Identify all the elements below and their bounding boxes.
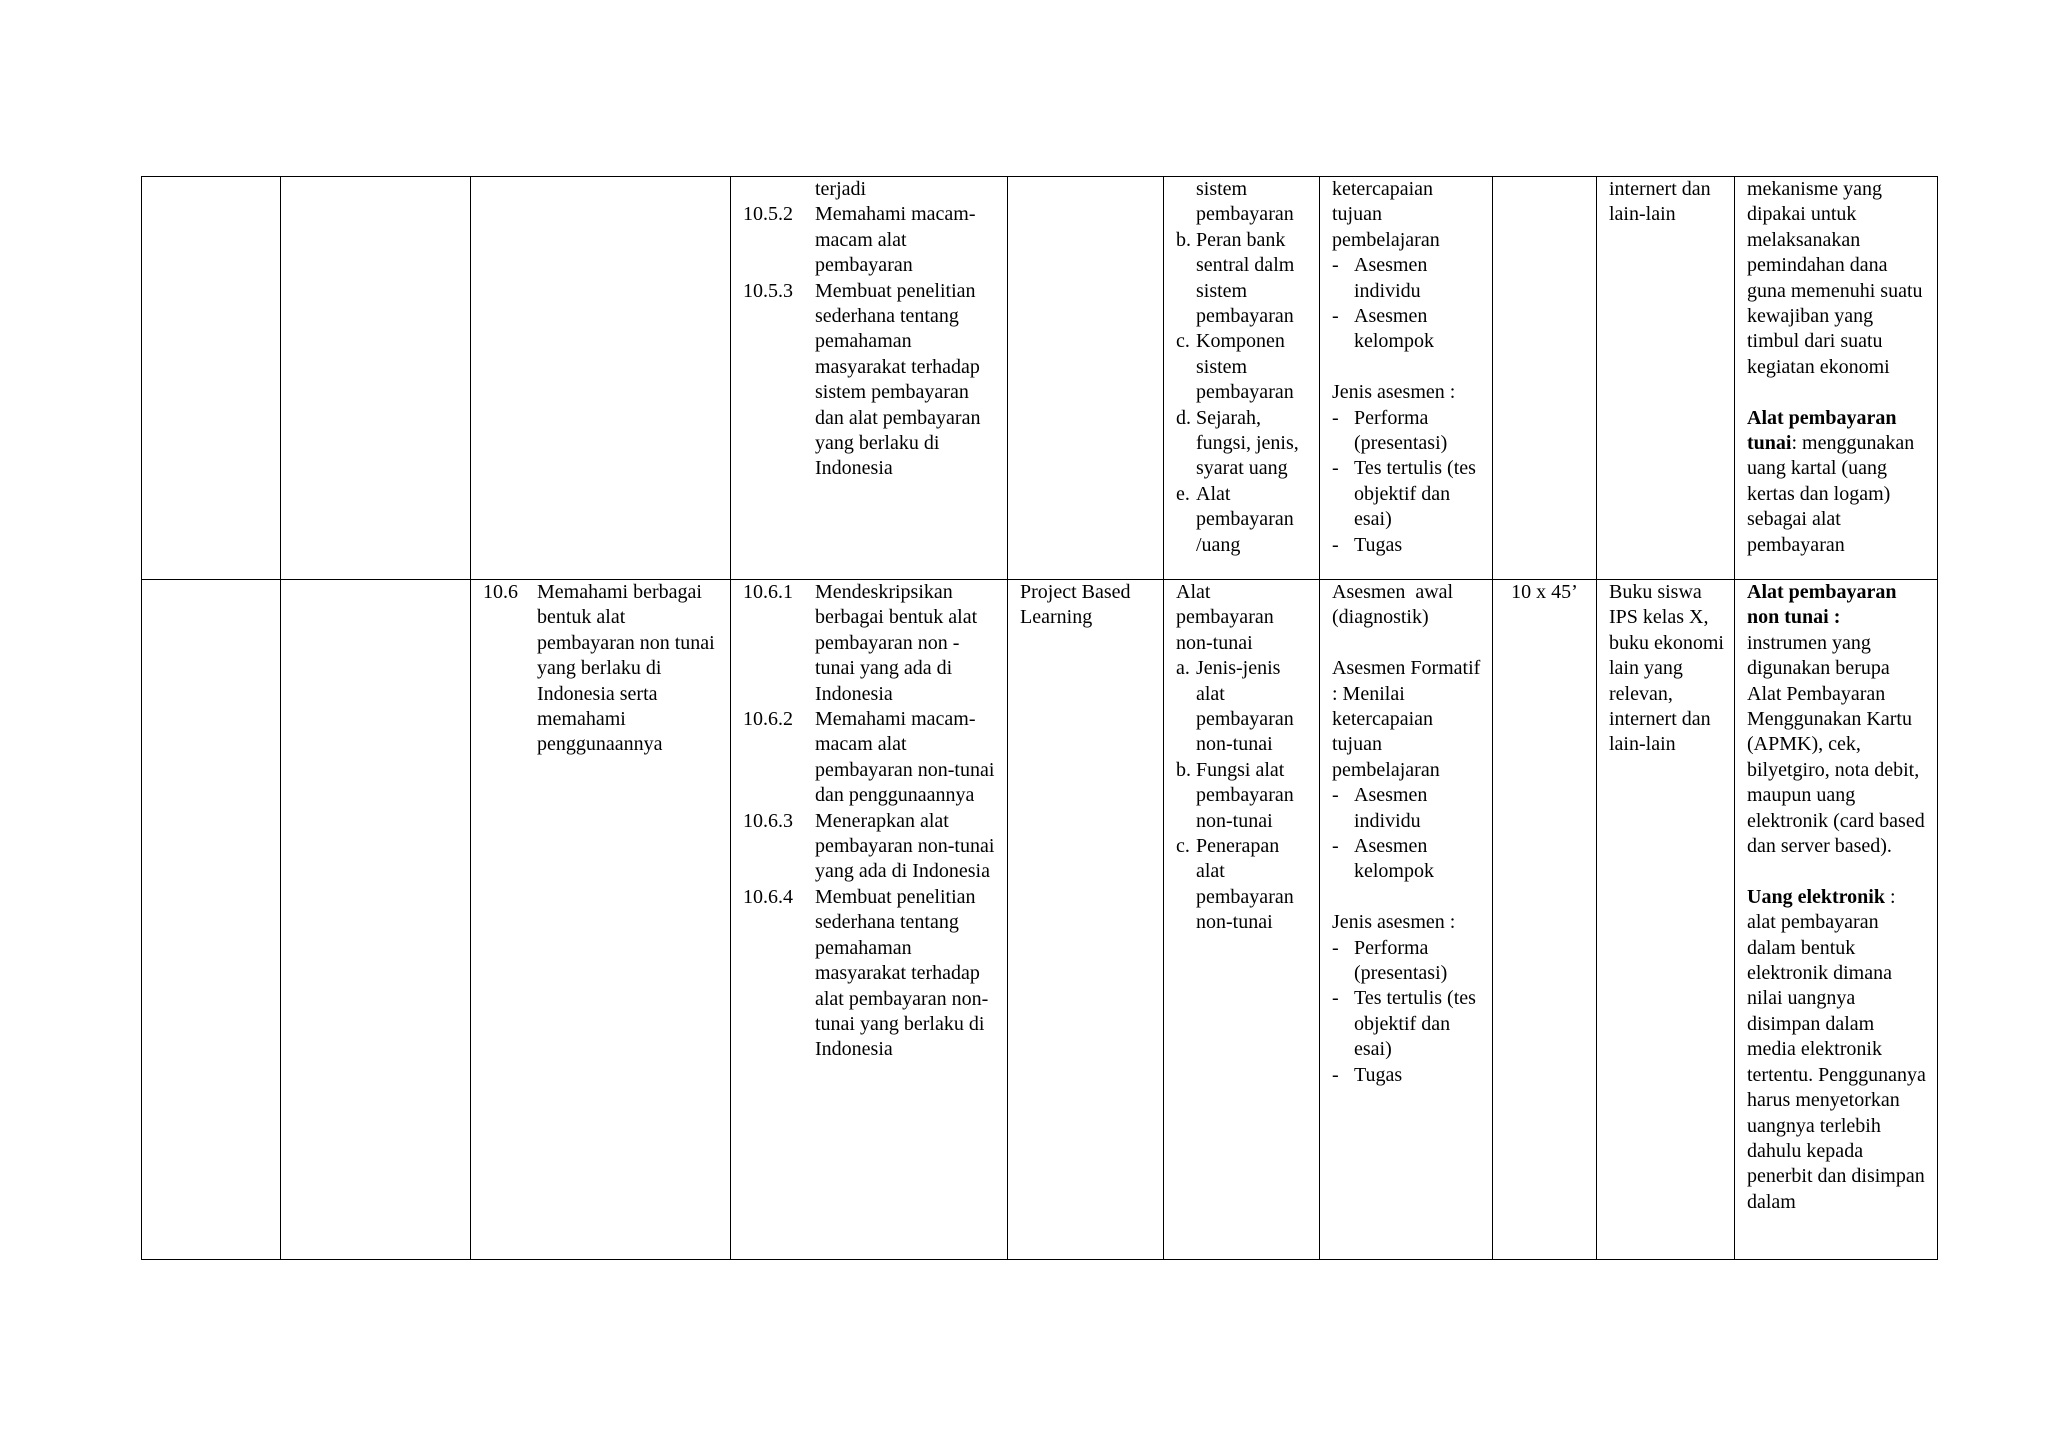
dash-marker: - [1332,936,1339,959]
dash-marker: - [1332,533,1339,556]
asesmen-text: Asesmen individu [1354,784,1428,832]
materi-text: Peran bank sentral dalm sistem pembayaran [1196,228,1295,328]
asesmen-item [1332,834,1482,885]
indikator-item [743,202,997,278]
materi-continuation: sistem pembayaran [1196,178,1294,226]
materi-letter: c. [1176,835,1190,858]
cell-glosarium [1735,580,1938,1260]
asesmen-text: Tugas [1354,533,1403,556]
asesmen-continuation: ketercapaian tujuan pembelajaran [1332,178,1440,251]
kd-number: 10.6 [483,581,518,603]
asesmen-jenis-label: Jenis asesmen : [1332,911,1456,934]
cell-model [1008,177,1164,580]
dash-marker: - [1332,835,1339,858]
asesmen-item [1332,936,1482,987]
materi-item [1176,758,1313,834]
asesmen-item [1332,783,1482,834]
dash-marker: - [1332,457,1339,480]
asesmen-awal: Asesmen awal (diagnostik) [1332,581,1459,629]
dash-marker: - [1332,987,1339,1010]
asesmen-text: Performa (presentasi) [1354,406,1448,455]
table-row [142,580,1938,1260]
glosarium-continuation: mekanisme yang dipakai untuk melaksanakan pemindahan dana guna memenuhi suatu kewajiban yang timbul dari suatu kegiatan ekonomi [1747,178,1923,378]
cell-materi [1164,580,1320,1260]
indikator-text: Mendeskripsikan berbagai bentuk alat pembayaran non -tunai yang ada di Indonesia [815,581,978,705]
materi-letter: c. [1176,330,1190,353]
dash-marker: - [1332,254,1339,277]
indikator-text: Memahami macam-macam alat pembayaran non-tunai dan penggunaannya [815,708,995,807]
cell-sumber-belajar: Buku siswa IPS kelas X, buku ekonomi lain yang relevan, internert dan lain-lain [1597,580,1735,1260]
dash-marker: - [1332,784,1339,807]
cell-alokasi-waktu: 10 x 45’ [1493,580,1597,1260]
materi-text: Jenis-jenis alat pembayaran non-tunai [1196,657,1294,756]
glosarium-term: Alat pembayaran tunai [1747,406,1897,455]
asesmen-item [1332,304,1482,355]
lesson-plan-table [141,176,1938,1260]
asesmen-item [1332,253,1482,304]
glosarium-term: Uang elektronik [1747,885,1885,908]
materi-letter: d. [1176,406,1191,429]
kd-item [483,580,720,758]
glosarium-term: Alat pembayaran non tunai : [1747,581,1897,629]
indikator-text: Membuat penelitian sederhana tentang pemahaman masyarakat terhadap sistem pembayaran dan alat pembayaran yang berlaku di Indonesia [815,279,981,480]
asesmen-text: Asesmen kelompok [1354,305,1434,353]
materi-letter: b. [1176,228,1191,251]
indikator-item [743,809,997,885]
asesmen-item [1332,406,1482,457]
materi-text: Alat pembayaran /uang [1196,482,1294,556]
asesmen-item [1332,1063,1482,1088]
materi-item [1176,656,1313,758]
glosarium-definition: : alat pembayaran dalam bentuk elektronik dimana nilai uangnya disimpan dalam media elektronik tertentu. Penggunanya harus menyetorkan uangnya terlebih dahulu kepada penerbit dan disimpan dalam [1747,885,1926,1213]
indikator-item [743,885,997,1063]
cell-asesmen [1320,177,1493,580]
materi-text: Sejarah, fungsi, jenis, syarat uang [1196,406,1299,480]
materi-letter: e. [1176,482,1190,505]
materi-letter: b. [1176,758,1191,781]
asesmen-text: Tes tertulis (tes objektif dan esai) [1354,457,1476,531]
materi-item [1176,329,1313,405]
asesmen-text: Asesmen individu [1354,254,1428,302]
materi-text: Komponen sistem pembayaran [1196,330,1294,404]
indikator-continuation: terjadi [815,178,867,200]
indikator-number: 10.6.4 [743,885,793,908]
cell-kompetensi-dasar [471,177,731,580]
kd-text: Memahami berbagai bentuk alat pembayaran non tunai yang berlaku di Indonesia serta memahami penggunaannya [537,581,715,756]
cell-empty-2 [281,177,471,580]
asesmen-item [1332,533,1482,558]
cell-indikator [731,580,1008,1260]
indikator-text: Menerapkan alat pembayaran non-tunai yang ada di Indonesia [815,809,995,883]
cell-empty-2 [281,580,471,1260]
indikator-text: Membuat penelitian sederhana tentang pemahaman masyarakat terhadap alat pembayaran non-tunai yang berlaku di Indonesia [815,885,989,1061]
materi-text: Penerapan alat pembayaran non-tunai [1196,835,1294,934]
asesmen-text: Tes tertulis (tes objektif dan esai) [1354,987,1476,1061]
materi-letter: a. [1176,657,1190,680]
cell-kompetensi-dasar [471,580,731,1260]
indikator-item [743,707,997,809]
asesmen-jenis-label: Jenis asesmen : [1332,381,1456,404]
asesmen-text: Asesmen kelompok [1354,835,1434,883]
indikator-item [743,580,997,707]
indikator-number: 10.6.3 [743,809,793,832]
table-row [142,177,1938,580]
cell-empty-1 [142,580,281,1260]
cell-sumber-belajar: internert dan lain-lain [1597,177,1735,580]
indikator-number: 10.5.3 [743,279,793,302]
indikator-item [743,279,997,482]
cell-indikator [731,177,1008,580]
glosarium-definition: : menggunakan uang kartal (uang kertas dan logam) sebagai alat pembayaran [1747,432,1915,556]
dash-marker: - [1332,1063,1339,1086]
asesmen-text: Performa (presentasi) [1354,936,1448,985]
indikator-number: 10.6.2 [743,708,793,731]
indikator-text: Memahami macam-macam alat pembayaran [815,203,976,277]
asesmen-text: Tugas [1354,1063,1403,1086]
cell-model: Project Based Learning [1008,580,1164,1260]
glosarium-definition: instrumen yang digunakan berupa Alat Pembayaran Menggunakan Kartu (APMK), cek, bilyetgiro, nota debit, maupun uang elektronik (card based dan server based). [1747,631,1925,858]
asesmen-item [1332,456,1482,532]
materi-text: Fungsi alat pembayaran non-tunai [1196,758,1294,832]
indikator-number: 10.6.1 [743,581,793,603]
glosarium-entry [1747,406,1927,558]
cell-materi [1164,177,1320,580]
cell-alokasi-waktu [1493,177,1597,580]
materi-title: Alat pembayaran non-tunai [1176,581,1274,654]
cell-empty-1 [142,177,281,580]
dash-marker: - [1332,406,1339,429]
cell-asesmen [1320,580,1493,1260]
materi-item [1176,482,1313,558]
materi-item [1176,228,1313,330]
dash-marker: - [1332,305,1339,328]
materi-item [1176,834,1313,936]
cell-glosarium [1735,177,1938,580]
materi-item [1176,406,1313,482]
asesmen-item [1332,986,1482,1062]
indikator-number: 10.5.2 [743,203,793,226]
asesmen-formatif: Asesmen Formatif : Menilai ketercapaian tujuan pembelajaran [1332,657,1481,781]
glosarium-entry [1747,885,1927,1215]
